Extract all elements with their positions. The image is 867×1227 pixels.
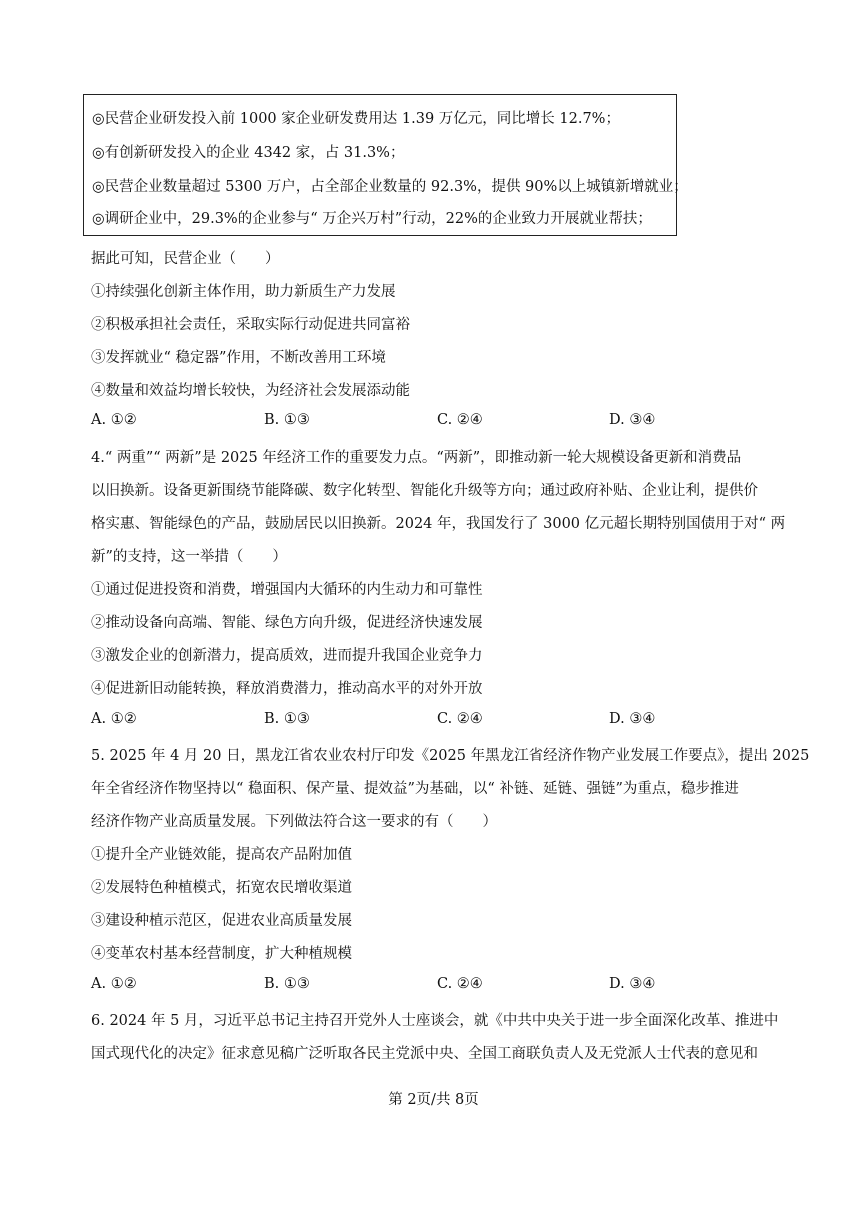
q5-item: ③建设种植示范区，促进农业高质量发展 (91, 913, 352, 929)
q3-option-a: A. ①② (91, 412, 137, 428)
q3-option-b: B. ①③ (264, 412, 310, 428)
q4-option-d: D. ③④ (609, 711, 656, 727)
page-footer: 第 2页/共 8页 (388, 1092, 479, 1108)
q4-option-b: B. ①③ (264, 711, 310, 727)
q5-option-a: A. ①② (91, 976, 137, 992)
q3-item: ①持续强化创新主体作用，助力新质生产力发展 (91, 284, 396, 300)
q3-item: ②积极承担社会责任，采取实际行动促进共同富裕 (91, 317, 410, 333)
q5-option-b: B. ①③ (264, 976, 310, 992)
q3-item: ③发挥就业“ 稳定器”作用，不断改善用工环境 (91, 350, 386, 366)
box-line: ◎有创新研发投入的企业 4342 家，占 31.3%； (92, 145, 405, 161)
q5-option-d: D. ③④ (609, 976, 656, 992)
q5-stem-line: 5. 2025 年 4 月 20 日，黑龙江省农业农村厅印发《2025 年黑龙江省经济作物产业发展工作要点》，提出 2025 (91, 748, 810, 764)
q4-option-a: A. ①② (91, 711, 137, 727)
q3-stem: 据此可知，民营企业（ ） (91, 251, 280, 267)
q5-stem-line: 年全省经济作物坚持以“ 稳面积、保产量、提效益”为基础，以“ 补链、延链、强链”为重点，稳步推进 (91, 781, 739, 797)
q4-stem-line: 以旧换新。设备更新围绕节能降碳、数字化转型、智能化升级等方向；通过政府补贴、企业让利，提供价 (91, 483, 758, 499)
q3-item: ④数量和效益均增长较快，为经济社会发展添动能 (91, 383, 410, 399)
q3-option-d: D. ③④ (609, 412, 656, 428)
q6-stem-line: 国式现代化的决定》征求意见稿广泛听取各民主党派中央、全国工商联负责人及无党派人士代表的意见和 (91, 1046, 758, 1062)
q5-item: ④变革农村基本经营制度，扩大种植规模 (91, 946, 352, 962)
q4-stem-line: 新”的支持，这一举措（ ） (91, 549, 287, 565)
box-line: ◎调研企业中，29.3%的企业参与“ 万企兴万村”行动，22%的企业致力开展就业帮扶； (92, 211, 652, 227)
box-line: ◎民营企业研发投入前 1000 家企业研发费用达 1.39 万亿元，同比增长 12.7%； (92, 111, 620, 127)
q5-stem-line: 经济作物产业高质量发展。下列做法符合这一要求的有（ ） (91, 814, 497, 830)
q4-stem-line: 格实惠、智能绿色的产品，鼓励居民以旧换新。2024 年，我国发行了 3000 亿元超长期特别国债用于对“ 两 (91, 516, 786, 532)
q4-item: ②推动设备向高端、智能、绿色方向升级，促进经济快速发展 (91, 615, 483, 631)
data-box (83, 94, 688, 236)
q5-item: ②发展特色种植模式，拓宽农民增收渠道 (91, 880, 352, 896)
q5-option-c: C. ②④ (437, 976, 483, 992)
q4-item: ③激发企业的创新潜力，提高质效，进而提升我国企业竞争力 (91, 648, 483, 664)
q4-option-c: C. ②④ (437, 711, 483, 727)
q4-item: ④促进新旧动能转换，释放消费潜力，推动高水平的对外开放 (91, 681, 483, 697)
q4-item: ①通过促进投资和消费，增强国内大循环的内生动力和可靠性 (91, 582, 483, 598)
q4-stem-line: 4.“ 两重”“ 两新”是 2025 年经济工作的重要发力点。“两新”，即推动新一轮大规模设备更新和消费品 (91, 450, 742, 466)
box-line: ◎民营企业数量超过 5300 万户，占全部企业数量的 92.3%，提供 90%以上城镇新增就业； (92, 179, 688, 195)
q3-option-c: C. ②④ (437, 412, 483, 428)
q6-stem-line: 6. 2024 年 5 月，习近平总书记主持召开党外人士座谈会，就《中共中央关于进一步全面深化改革、推进中 (91, 1013, 779, 1029)
q5-item: ①提升全产业链效能，提高农产品附加值 (91, 847, 352, 863)
